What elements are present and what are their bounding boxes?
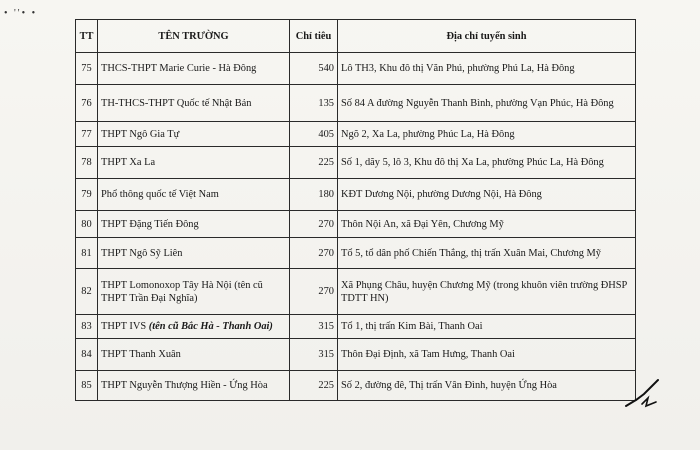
address: Số 1, dãy 5, lô 3, Khu đô thị Xa La, phường Phúc La, Hà Đông (338, 147, 636, 179)
row-number: 85 (76, 371, 98, 401)
address: Thôn Đại Định, xã Tam Hưng, Thanh Oai (338, 339, 636, 371)
scan-marks: • ''• • (4, 8, 38, 19)
address: Xã Phụng Châu, huyện Chương Mỹ (trong khuôn viên trường ĐHSP TDTT HN) (338, 269, 636, 315)
header-tt: TT (76, 20, 98, 53)
address: Số 84 A đường Nguyễn Thanh Bình, phường Vạn Phúc, Hà Đông (338, 85, 636, 122)
quota-value: 180 (290, 179, 338, 211)
school-name: THCS-THPT Marie Curie - Hà Đông (98, 53, 290, 85)
row-number: 82 (76, 269, 98, 315)
school-name: THPT Xa La (98, 147, 290, 179)
school-name: THPT Nguyễn Thượng Hiền - Ứng Hòa (98, 371, 290, 401)
school-name: THPT Thanh Xuân (98, 339, 290, 371)
row-number: 78 (76, 147, 98, 179)
quota-value: 270 (290, 269, 338, 315)
quota-value: 225 (290, 147, 338, 179)
table-row (76, 179, 636, 211)
row-number: 84 (76, 339, 98, 371)
school-name: TH-THCS-THPT Quốc tế Nhật Bản (98, 85, 290, 122)
school-name-cell (98, 315, 290, 339)
address: Số 2, đường đê, Thị trấn Vân Đình, huyện Ứng Hòa (338, 371, 636, 401)
former-name-note: (tên cũ Bắc Hà - Thanh Oai) (148, 321, 273, 332)
table-row (76, 85, 636, 122)
address: Thôn Nội An, xã Đại Yên, Chương Mỹ (338, 211, 636, 238)
school-name: THPT Ngô Gia Tự (98, 122, 290, 147)
quota-value: 135 (290, 85, 338, 122)
school-quota-table (75, 19, 636, 401)
row-number: 83 (76, 315, 98, 339)
header-school: TÊN TRƯỜNG (98, 20, 290, 53)
table-row (76, 122, 636, 147)
quota-value: 540 (290, 53, 338, 85)
row-number: 79 (76, 179, 98, 211)
table-row (76, 371, 636, 401)
address: Ngõ 2, Xa La, phường Phúc La, Hà Đông (338, 122, 636, 147)
address: Lô TH3, Khu đô thị Văn Phú, phường Phú La, Hà Đông (338, 53, 636, 85)
quota-value: 225 (290, 371, 338, 401)
quota-value: 315 (290, 339, 338, 371)
quota-value: 270 (290, 211, 338, 238)
address: Tổ 1, thị trấn Kim Bài, Thanh Oai (338, 315, 636, 339)
table-header-row (76, 20, 636, 53)
row-number: 77 (76, 122, 98, 147)
table-row (76, 147, 636, 179)
row-number: 80 (76, 211, 98, 238)
table-row (76, 211, 636, 238)
table-row (76, 53, 636, 85)
table-row (76, 315, 636, 339)
school-name: THPT Ngô Sỹ Liên (98, 238, 290, 269)
row-number: 75 (76, 53, 98, 85)
quota-value: 270 (290, 238, 338, 269)
table-row (76, 339, 636, 371)
school-name: THPT IVS (101, 321, 147, 332)
school-name: Phổ thông quốc tế Việt Nam (98, 179, 290, 211)
row-number: 76 (76, 85, 98, 122)
quota-value: 405 (290, 122, 338, 147)
school-name: THPT Đặng Tiến Đông (98, 211, 290, 238)
address: Tổ 5, tổ dân phố Chiến Thắng, thị trấn Xuân Mai, Chương Mỹ (338, 238, 636, 269)
school-name: THPT Lomonoxop Tây Hà Nội (tên cũ THPT Trần Đại Nghĩa) (98, 269, 290, 315)
header-address: Địa chỉ tuyển sinh (338, 20, 636, 53)
signature-mark (622, 376, 662, 412)
header-quota: Chỉ tiêu (290, 20, 338, 53)
table-row (76, 238, 636, 269)
table-row (76, 269, 636, 315)
address: KĐT Dương Nội, phường Dương Nội, Hà Đông (338, 179, 636, 211)
row-number: 81 (76, 238, 98, 269)
quota-value: 315 (290, 315, 338, 339)
